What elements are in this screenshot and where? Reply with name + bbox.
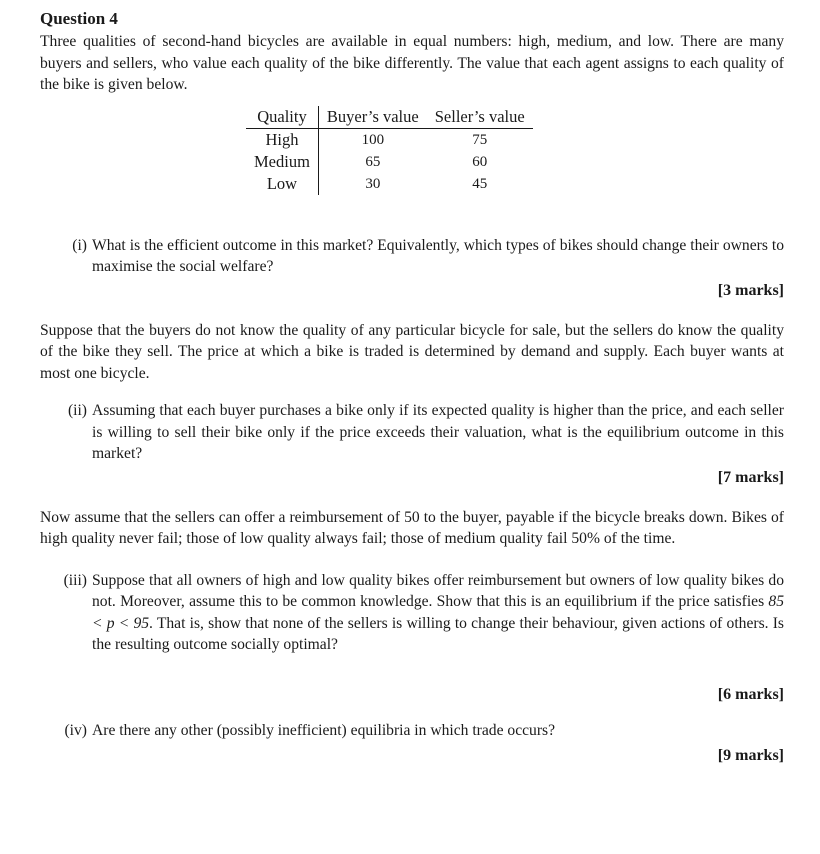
part-i xyxy=(54,235,784,278)
part-iii-label: (iii) xyxy=(63,571,87,589)
table-row xyxy=(246,151,533,173)
buyer-value-cell: 30 xyxy=(365,175,381,192)
table-row xyxy=(246,173,533,195)
price-inequality: 85 < p < 95 xyxy=(92,593,784,632)
buyer-value-cell: 100 xyxy=(361,131,385,148)
part-iii-text-after: . That is, show that none of the sellers is willing to change their behaviour, given actions of others. Is the resulting outcome socially optimal? xyxy=(92,614,784,653)
part-iii-text xyxy=(92,570,784,656)
paragraph-reimbursement: Now assume that the sellers can offer a reimbursement of 50 to the buyer, payable if the bicycle breaks down. Bikes of high quality never fail; those of low quality always fail; those of medium quality fail 50% of the time. xyxy=(40,508,784,547)
part-iii xyxy=(54,570,784,656)
question-intro: Three qualities of second-hand bicycles are available in equal numbers: high, medium, and low. There are many buyers and sellers, who value each quality of the bike differently. The value that each agent assigns to each quality of the bike is given below. xyxy=(40,33,784,93)
part-iii-marks: [6 marks] xyxy=(717,685,784,703)
seller-value-cell: 45 xyxy=(472,175,488,192)
quality-cell: Medium xyxy=(246,151,318,173)
quality-cell: Low xyxy=(246,173,318,195)
question-page xyxy=(40,8,784,767)
part-ii xyxy=(54,400,784,465)
table-header-row xyxy=(246,106,533,129)
buyer-value-cell: 65 xyxy=(365,153,381,170)
part-iv-text: Are there any other (possibly inefficient) equilibria in which trade occurs? xyxy=(92,721,556,739)
header-seller-value: Seller’s value xyxy=(427,106,533,129)
part-ii-label: (ii) xyxy=(67,402,87,419)
part-ii-text: Assuming that each buyer purchases a bike only if its expected quality is higher than the price, and each seller is willing to sell their bike only if the price exceeds their valuation, what is the equilibrium outcome in this market? xyxy=(92,402,784,462)
part-ii-marks: [7 marks] xyxy=(717,468,784,486)
quality-cell: High xyxy=(246,128,318,151)
header-quality: Quality xyxy=(246,106,318,129)
header-buyer-value: Buyer’s value xyxy=(318,106,426,129)
part-i-label: (i) xyxy=(72,236,87,254)
valuation-table-wrapper xyxy=(246,106,784,195)
part-iii-text-before: Suppose that all owners of high and low quality bikes offer reimbursement but owners of low quality bikes do not. Moreover, assume this to be common knowledge. Show that this is an equilibrium if the price satisfies xyxy=(92,571,784,610)
part-i-marks: [3 marks] xyxy=(717,281,784,299)
part-iv xyxy=(54,720,784,742)
part-iv-marks: [9 marks] xyxy=(717,747,784,764)
seller-value-cell: 60 xyxy=(472,153,488,170)
paragraph-information: Suppose that the buyers do not know the quality of any particular bicycle for sale, but the sellers do know the quality of the bike they sell. The price at which a bike is traded is determined by demand and supply. Each buyer wants at most one bicycle. xyxy=(40,321,784,382)
part-i-text: What is the efficient outcome in this market? Equivalently, which types of bikes should change their owners to maximise the social welfare? xyxy=(92,236,784,275)
table-row xyxy=(246,128,533,151)
question-title: Question 4 xyxy=(40,9,118,28)
part-iv-label: (iv) xyxy=(64,721,87,739)
seller-value-cell: 75 xyxy=(472,131,488,148)
valuation-table xyxy=(246,106,533,195)
